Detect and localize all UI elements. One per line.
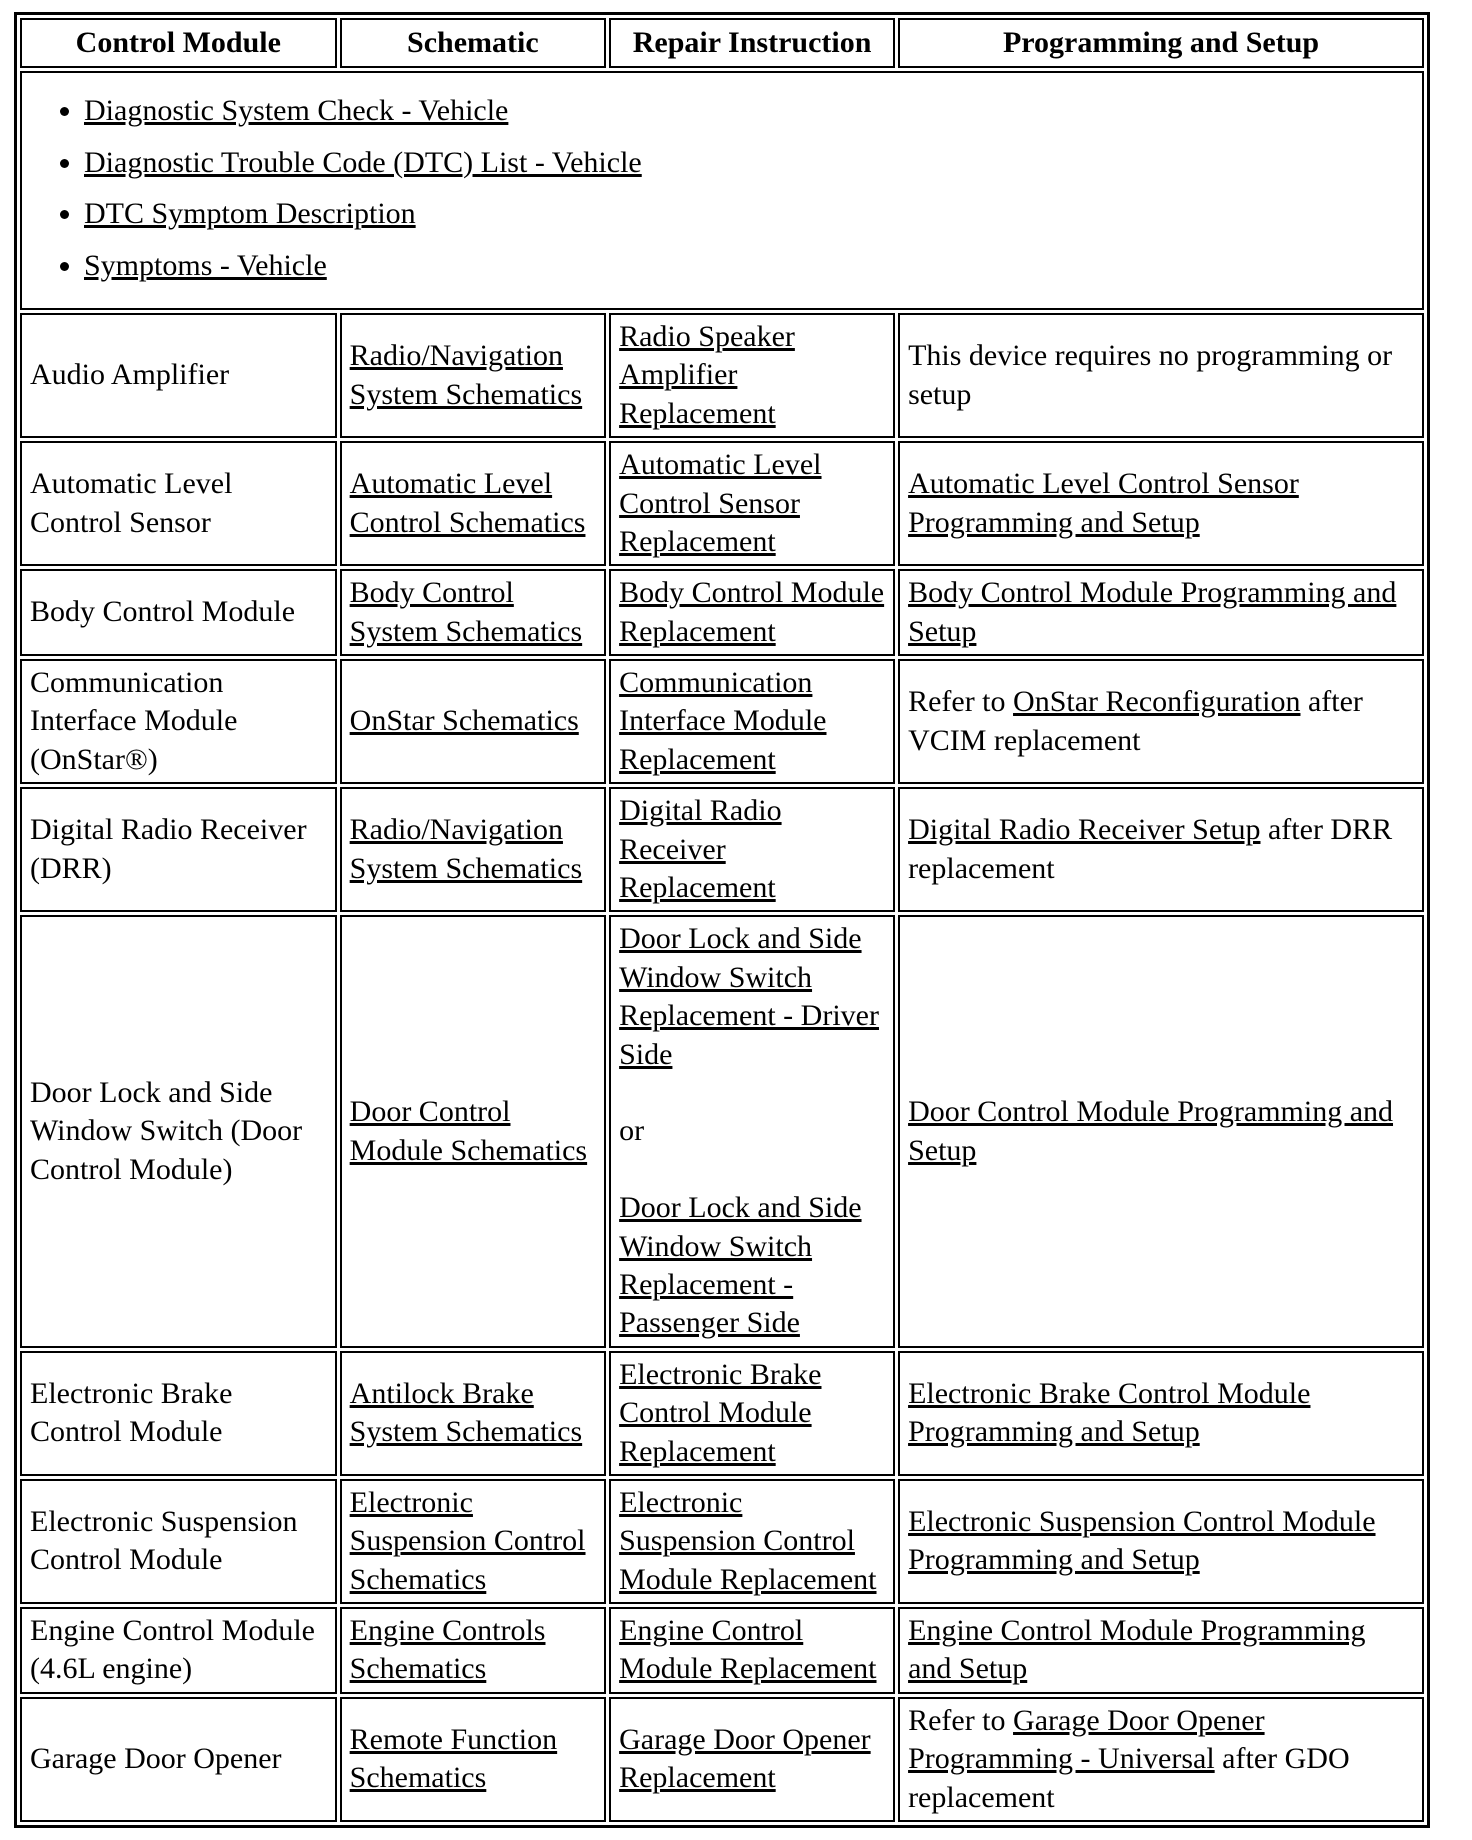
col-header-control-module: Control Module	[20, 18, 337, 68]
diagnostic-links-cell	[20, 71, 1424, 310]
schematic-link[interactable]: Automatic Level Control Schematics	[349, 467, 586, 539]
table-header	[20, 18, 1424, 68]
repair-instruction-cell	[609, 313, 895, 438]
control-module-cell: Digital Radio Receiver (DRR)	[20, 787, 337, 912]
repair-instruction-link[interactable]: Body Control Module Replacement	[619, 576, 885, 648]
programming-setup-cell	[898, 915, 1424, 1347]
repair-instruction-cell	[609, 569, 895, 656]
programming-setup-cell	[898, 1351, 1424, 1476]
diagnostic-link[interactable]: Symptoms - Vehicle	[84, 248, 327, 282]
diagnostic-links-row	[20, 71, 1424, 310]
col-header-schematic: Schematic	[340, 18, 606, 68]
programming-setup-link[interactable]: Electronic Suspension Control Module Programming and Setup	[908, 1505, 1376, 1577]
control-module-cell: Communication Interface Module (OnStar®)	[20, 659, 337, 784]
programming-setup-link[interactable]: Garage Door Opener Programming - Universal	[908, 1703, 1265, 1776]
control-module-cell: Automatic Level Control Sensor	[20, 441, 337, 566]
table-row	[20, 569, 1424, 656]
col-header-programming-setup: Programming and Setup	[898, 18, 1424, 68]
diagnostic-link[interactable]: DTC Symptom Description	[84, 197, 416, 231]
repair-instruction-cell	[609, 1351, 895, 1476]
schematic-cell	[340, 787, 606, 912]
schematic-cell	[340, 915, 606, 1347]
schematic-link[interactable]: Body Control System Schematics	[349, 576, 583, 648]
schematic-cell	[340, 1351, 606, 1476]
table-row	[20, 915, 1424, 1347]
diagnostic-list-item	[84, 144, 1412, 182]
repair-instruction-link[interactable]: Electronic Brake Control Module Replacement	[619, 1357, 822, 1468]
programming-setup-cell	[898, 313, 1424, 438]
schematic-link[interactable]: Radio/Navigation System Schematics	[349, 339, 583, 411]
repair-instruction-link[interactable]: Door Lock and Side Window Switch Replacement - Passenger Side	[619, 1191, 862, 1340]
control-module-cell: Engine Control Module (4.6L engine)	[20, 1607, 337, 1694]
repair-instruction-cell	[609, 787, 895, 912]
programming-setup-cell	[898, 787, 1424, 912]
schematic-link[interactable]: Radio/Navigation System Schematics	[349, 813, 583, 885]
repair-instruction-link[interactable]: Electronic Suspension Control Module Replacement	[619, 1485, 877, 1596]
repair-instruction-text: or	[619, 1114, 645, 1148]
schematic-cell	[340, 1697, 606, 1822]
schematic-link[interactable]: Antilock Brake System Schematics	[349, 1376, 583, 1449]
programming-setup-cell	[898, 659, 1424, 784]
schematic-cell	[340, 441, 606, 566]
control-module-cell: Electronic Suspension Control Module	[20, 1479, 337, 1604]
programming-setup-link[interactable]: Electronic Brake Control Module Programming and Setup	[908, 1376, 1311, 1449]
programming-setup-link[interactable]: Digital Radio Receiver Setup	[908, 813, 1261, 847]
programming-setup-cell	[898, 1697, 1424, 1822]
repair-instruction-link[interactable]: Digital Radio Receiver Replacement	[619, 794, 782, 905]
table-body	[20, 71, 1424, 1822]
repair-instruction-cell	[609, 1607, 895, 1694]
repair-instruction-link[interactable]: Automatic Level Control Sensor Replacement	[619, 448, 822, 558]
header-row	[20, 18, 1424, 68]
repair-instruction-link[interactable]: Door Lock and Side Window Switch Replacement - Driver Side	[619, 922, 879, 1071]
repair-instruction-link[interactable]: Garage Door Opener Replacement	[619, 1723, 871, 1795]
control-module-table	[14, 12, 1430, 1828]
programming-setup-link[interactable]: OnStar Reconfiguration	[1013, 685, 1301, 719]
programming-setup-text: after DRR replacement	[908, 813, 1393, 885]
repair-instruction-cell	[609, 1479, 895, 1604]
table-row	[20, 1351, 1424, 1476]
col-header-repair-instruction: Repair Instruction	[609, 18, 895, 68]
table-row	[20, 313, 1424, 438]
repair-instruction-link[interactable]: Radio Speaker Amplifier Replacement	[619, 319, 795, 430]
control-module-cell: Garage Door Opener	[20, 1697, 337, 1822]
repair-instruction-link[interactable]: Communication Interface Module Replacement	[619, 666, 827, 776]
control-module-cell: Door Lock and Side Window Switch (Door Control Module)	[20, 915, 337, 1347]
diagnostic-link[interactable]: Diagnostic System Check - Vehicle	[84, 94, 509, 128]
schematic-link[interactable]: OnStar Schematics	[349, 704, 579, 738]
repair-instruction-cell	[609, 659, 895, 784]
repair-instruction-cell	[609, 1697, 895, 1822]
programming-setup-cell	[898, 441, 1424, 566]
diagnostic-list-item	[84, 92, 1412, 130]
repair-instruction-link[interactable]: Engine Control Module Replacement	[619, 1614, 877, 1686]
diagnostic-list-item	[84, 195, 1412, 233]
programming-setup-cell	[898, 1479, 1424, 1604]
programming-setup-text: Refer to	[908, 1703, 1014, 1737]
schematic-link[interactable]: Remote Function Schematics	[349, 1723, 558, 1795]
control-module-cell: Body Control Module	[20, 569, 337, 656]
repair-instruction-cell	[609, 441, 895, 566]
schematic-link[interactable]: Engine Controls Schematics	[349, 1614, 546, 1686]
schematic-cell	[340, 313, 606, 438]
repair-instruction-cell	[609, 915, 895, 1347]
programming-setup-text: This device requires no programming or setup	[908, 339, 1393, 411]
table-row	[20, 787, 1424, 912]
programming-setup-text: after GDO replacement	[908, 1742, 1350, 1814]
programming-setup-text: Refer to	[908, 685, 1014, 719]
diagnostic-links-list	[32, 92, 1412, 285]
diagnostic-list-item	[84, 247, 1412, 285]
programming-setup-cell	[898, 1607, 1424, 1694]
control-module-cell: Electronic Brake Control Module	[20, 1351, 337, 1476]
schematic-cell	[340, 1607, 606, 1694]
diagnostic-link[interactable]: Diagnostic Trouble Code (DTC) List - Vehicle	[84, 145, 642, 179]
table-row	[20, 1479, 1424, 1604]
programming-setup-cell	[898, 569, 1424, 656]
schematic-link[interactable]: Door Control Module Schematics	[349, 1095, 588, 1167]
programming-setup-link[interactable]: Engine Control Module Programming and Setup	[908, 1614, 1366, 1686]
table-row	[20, 1607, 1424, 1694]
schematic-cell	[340, 569, 606, 656]
table-row	[20, 659, 1424, 784]
schematic-link[interactable]: Electronic Suspension Control Schematics	[349, 1485, 586, 1596]
programming-setup-link[interactable]: Body Control Module Programming and Setup	[908, 576, 1397, 648]
control-module-cell: Audio Amplifier	[20, 313, 337, 438]
table-row	[20, 1697, 1424, 1822]
programming-setup-text: after VCIM replacement	[908, 685, 1363, 757]
schematic-cell	[340, 659, 606, 784]
programming-setup-link[interactable]: Automatic Level Control Sensor Programming and Setup	[908, 467, 1299, 539]
table-row	[20, 441, 1424, 566]
schematic-cell	[340, 1479, 606, 1604]
programming-setup-link[interactable]: Door Control Module Programming and Setup	[908, 1095, 1394, 1167]
